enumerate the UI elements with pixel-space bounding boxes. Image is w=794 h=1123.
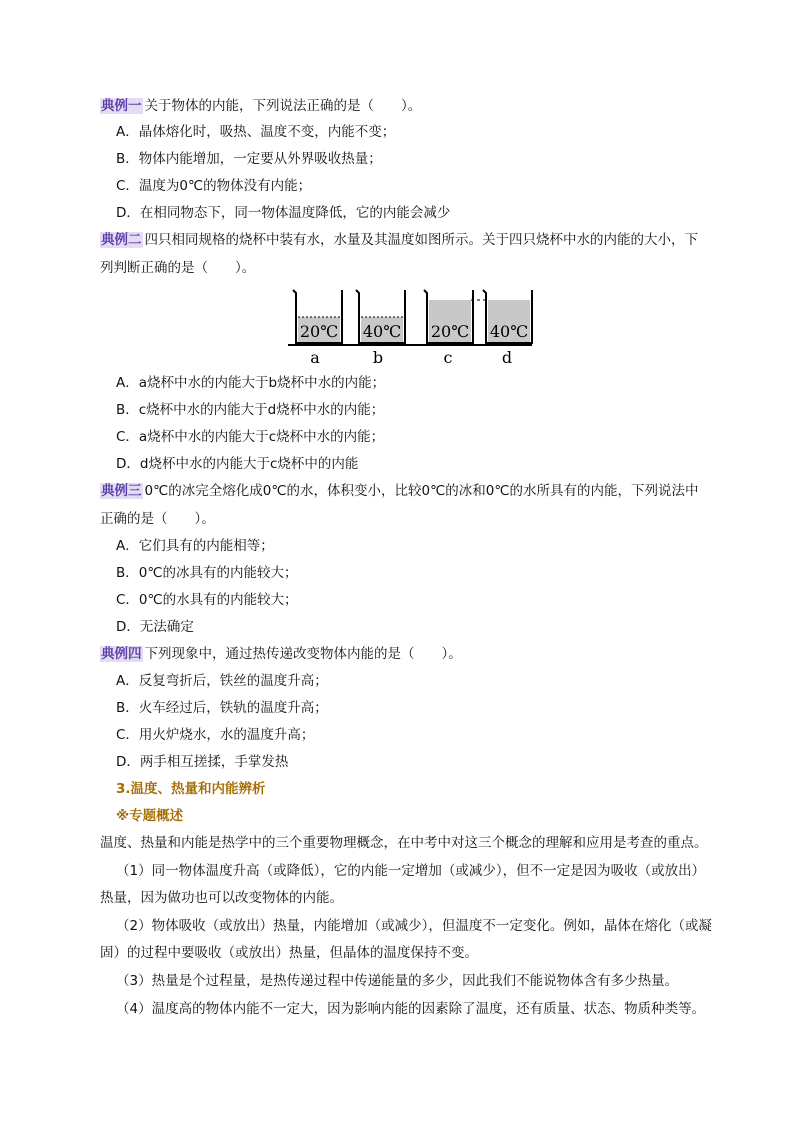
example-3-question [100, 481, 699, 501]
example-2-question [100, 230, 698, 250]
point-4: （4）温度高的物体内能不一定大，因为影响内能的因素除了温度，还有质量、状态、物质种类等。 [116, 1001, 706, 1017]
example-3-option-c: C．0℃的水具有的内能较大； [116, 592, 298, 608]
example-2-text-line1: 四只相同规格的烧杯中装有水，水量及其温度如图所示。关于四只烧杯中水的内能的大小，下 [144, 232, 698, 248]
example-1-option-a: A．晶体熔化时，吸热、温度不变，内能不变； [116, 124, 396, 140]
point-1-line2: 热量，因为做功也可以改变物体的内能。 [100, 890, 343, 906]
example-4-question [100, 644, 462, 664]
beaker-b [356, 290, 405, 367]
example-3-option-b: B．0℃的冰具有的内能较大； [116, 565, 298, 581]
example-4-option-d: D．两手相互搓揉，手掌发热 [116, 754, 289, 770]
point-1-line1: （1）同一物体温度升高（或降低），它的内能一定增加（或减少），但不一定是因为吸收（或放出） [116, 863, 706, 879]
example-2-option-d: D．d烧杯中水的内能大于c烧杯中的内能 [116, 456, 359, 472]
beaker-a-label: a [310, 348, 320, 367]
example-3-option-a: A．它们具有的内能相等； [116, 538, 274, 554]
beaker-d-label: d [501, 348, 513, 367]
example-1-text: 关于物体的内能，下列说法正确的是（ ）。 [144, 98, 422, 114]
beaker-b-label: b [372, 348, 384, 367]
beaker-c-temp: 20℃ [430, 322, 470, 341]
example-4-option-b: B．火车经过后，铁轨的温度升高； [116, 700, 328, 716]
section-intro: 温度、热量和内能是热学中的三个重要物理概念，在中考中对这三个概念的理解和应用是考查的重点。 [100, 835, 708, 851]
example-3-text-line2: 正确的是（ ）。 [100, 511, 215, 527]
example-1-option-b: B．物体内能增加，一定要从外界吸收热量； [116, 151, 382, 167]
example-4-option-c: C．用火炉烧水，水的温度升高； [116, 727, 315, 743]
point-2-line2: 固）的过程中要吸收（或放出）热量，但晶体的温度保持不变。 [100, 945, 478, 961]
example-2-option-c: C．a烧杯中水的内能大于c烧杯中水的内能； [116, 429, 385, 445]
example-1-option-c: C．温度为0℃的物体没有内能； [116, 178, 312, 194]
example-3-text-line1: 0℃的冰完全熔化成0℃的水，体积变小，比较0℃的冰和0℃的水所具有的内能，下列说法中 [144, 483, 699, 499]
section-note: ※专题概述 [116, 808, 184, 824]
example-2-tag: 典例二 [101, 232, 142, 248]
example-1-question [100, 96, 421, 116]
example-3-tag: 典例三 [101, 483, 142, 499]
beakers-figure [288, 285, 538, 370]
beaker-a-temp: 20℃ [299, 322, 339, 341]
example-4-option-a: A．反复弯折后，铁丝的温度升高； [116, 673, 328, 689]
example-4-tag: 典例四 [101, 646, 142, 662]
point-2-line1: （2）物体吸收（或放出）热量，内能增加（或减少），但温度不一定变化。例如，晶体在熔化（或凝 [116, 918, 712, 934]
example-4-text: 下列现象中，通过热传递改变物体内能的是（ ）。 [144, 646, 462, 662]
beaker-c [424, 290, 473, 367]
example-1-option-d: D．在相同物态下，同一物体温度降低，它的内能会减少 [116, 205, 451, 221]
section-heading: 3.温度、热量和内能辨析 [116, 781, 266, 797]
point-3: （3）热量是个过程量，是热传递过程中传递能量的多少，因此我们不能说物体含有多少热量。 [116, 973, 679, 989]
example-2-option-b: B．c烧杯中水的内能大于d烧杯中水的内能； [116, 402, 385, 418]
beaker-c-label: c [443, 348, 453, 367]
beaker-b-temp: 40℃ [362, 322, 402, 341]
example-1-tag: 典例一 [101, 98, 142, 114]
beaker-a [293, 290, 342, 367]
example-3-option-d: D．无法确定 [116, 619, 194, 635]
beaker-d [483, 290, 532, 367]
beaker-d-temp: 40℃ [489, 322, 529, 341]
example-2-option-a: A．a烧杯中水的内能大于b烧杯中水的内能； [116, 375, 386, 391]
example-2-text-line2: 列判断正确的是（ ）。 [100, 260, 256, 276]
